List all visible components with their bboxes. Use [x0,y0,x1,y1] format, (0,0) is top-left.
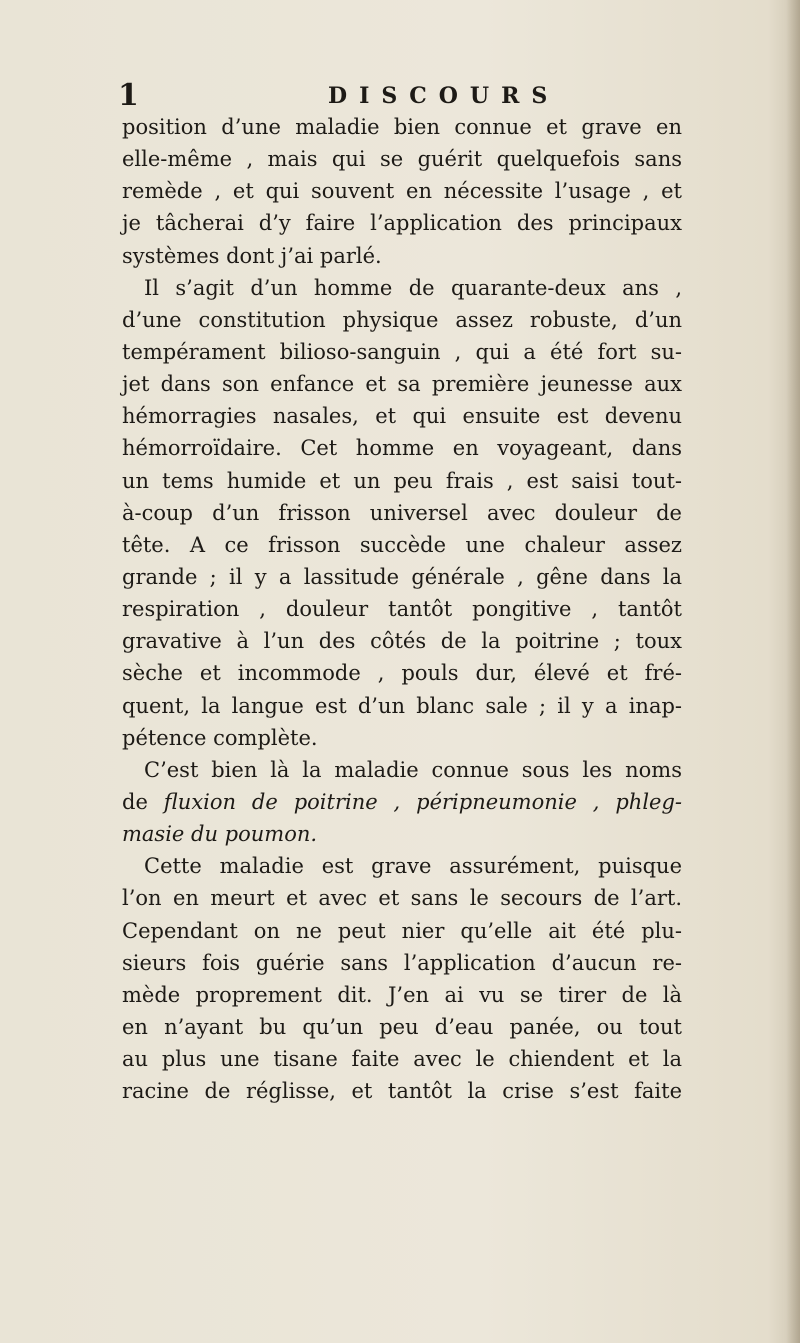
text-line: remède , et qui souvent en nécessite l’usage , et [122,179,682,204]
text-line: Cette maladie est grave assurément, puisque [144,854,682,879]
text-line: mède proprement dit. J’en ai vu se tirer de là [122,982,682,1007]
text-line: tête. A ce frisson succède une chaleur assez [122,532,682,557]
text-line: à-coup d’un frisson universel avec douleur de [122,500,682,525]
text-line: sieurs fois guérie sans l’application d’aucun re- [122,950,682,975]
text-line: sèche et incommode , pouls dur, élevé et fré- [122,661,682,686]
text-line: d’une constitution physique assez robuste, d’un [122,307,682,332]
text-line: position d’une maladie bien connue et grave en [122,115,682,139]
text-line: racine de réglisse, et tantôt la crise s’est faite [122,1079,682,1104]
text-line: Cependant on ne peut nier qu’elle ait été plu- [122,918,682,943]
text-line: je tâcherai d’y faire l’application des principaux [122,211,682,236]
italic-text-line [122,786,682,818]
page-number: 1 [118,78,139,113]
body-text [122,111,682,1107]
text-line: un tems humide et un peu frais , est saisi tout- [122,468,682,493]
text-line: l’on en meurt et avec et sans le secours de l’art. [122,886,682,911]
text-line: au plus une tisane faite avec le chiendent et la [122,1047,682,1072]
italic-terms-end: masie du poumon. [122,822,318,847]
text-line: grande ; il y a lassitude générale , gêne dans la [122,564,682,589]
page-edge-shadow [786,0,800,1343]
text-line: elle-même , mais qui se guérit quelquefois sans [122,147,682,172]
running-head: DISCOURS [328,83,560,109]
italic-text-line [122,818,682,850]
text-line: hémorragies nasales, et qui ensuite est devenu [122,404,682,429]
text-line: respiration , douleur tantôt pongitive , tantôt [122,597,682,622]
text-line: gravative à l’un des côtés de la poitrine ; toux [122,629,682,654]
page-header [118,76,678,116]
text-line: C’est bien là la maladie connue sous les noms [144,757,682,782]
italic-terms: fluxion de poitrine , péripneumonie , phleg- [163,789,683,814]
text-line: en n’ayant bu qu’un peu d’eau panée, ou tout [122,1014,682,1039]
text-line: jet dans son enfance et sa première jeunesse aux [122,372,682,397]
text-line: pétence complète. [122,725,318,750]
italic-line-prefix: de [122,789,164,814]
text-line: quent, la langue est d’un blanc sale ; il y a inap- [122,693,682,718]
text-line: systèmes dont j’ai parlé. [122,243,382,268]
text-line: tempérament bilioso-sanguin , qui a été fort su- [122,339,682,364]
text-line: Il s’agit d’un homme de quarante-deux ans , [144,275,682,300]
text-line: hémorroïdaire. Cet homme en voyageant, dans [122,436,682,461]
